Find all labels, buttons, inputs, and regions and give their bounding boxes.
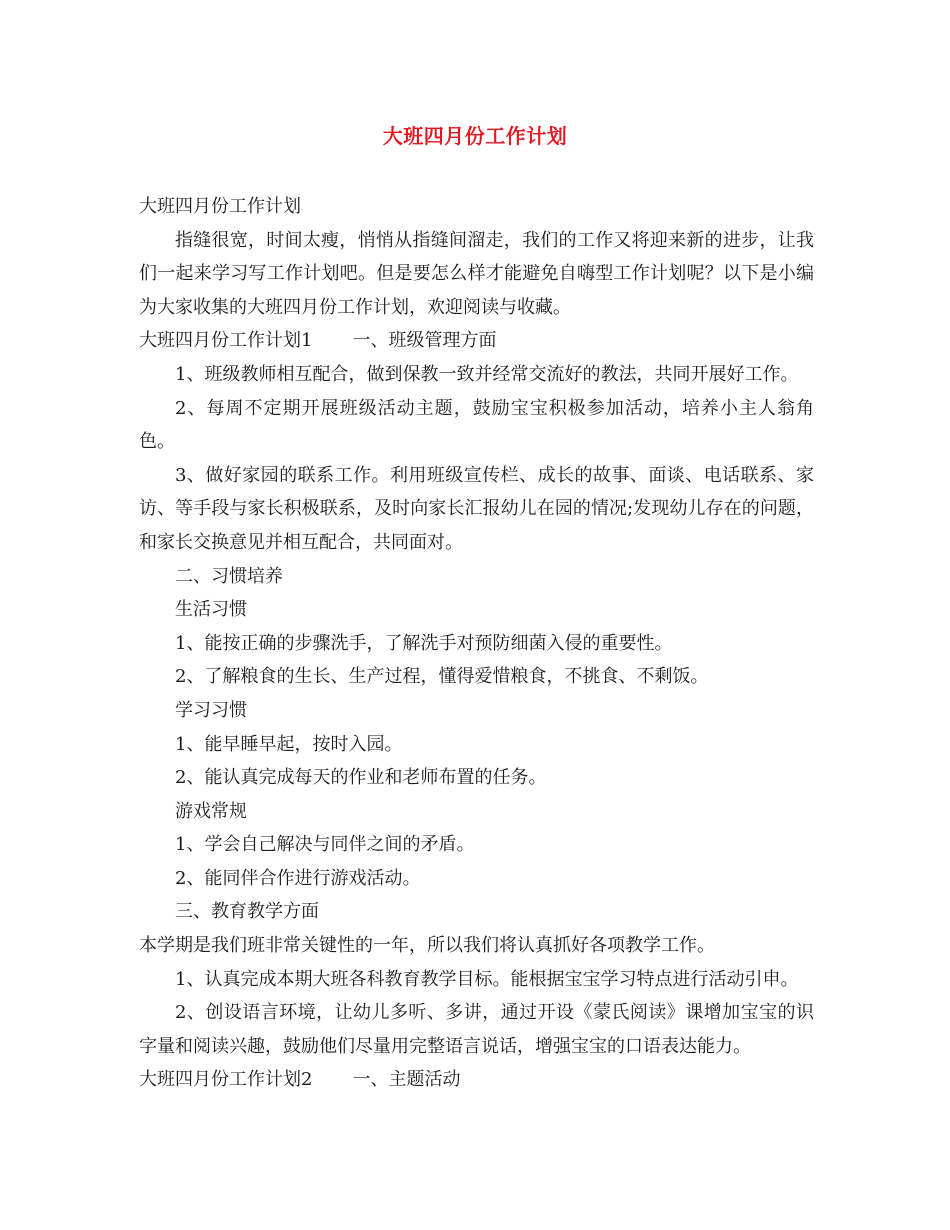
list-item: 2、了解粮食的生长、生产过程，懂得爱惜粮食，不挑食、不剩饭。 <box>175 666 709 688</box>
list-item: 2、能认真完成每天的作业和老师布置的任务。 <box>175 767 547 789</box>
subheading-study-habits: 学习习惯 <box>175 699 247 721</box>
section-heading-teaching: 三、教育教学方面 <box>175 901 319 923</box>
subheading-life-habits: 生活习惯 <box>175 599 247 621</box>
list-item: 1、学会自己解决与同伴之间的矛盾。 <box>175 834 475 856</box>
list-item: 1、班级教师相互配合，做到保教一致并经常交流好的教法，共同开展好工作。 <box>175 363 799 385</box>
document-title: 大班四月份工作计划 <box>382 124 568 148</box>
list-item: 1、能早睡早起，按时入园。 <box>175 733 403 755</box>
plan2-heading <box>139 1063 814 1097</box>
list-item: 3、做好家园的联系工作。利用班级宣传栏、成长的故事、面谈、电话联系、家访、等手段与家长积极联系，及时向家长汇报幼儿在园的情况;发现幼儿存在的问题，和家长交换意见并相互配合，共同面对。 <box>139 464 814 553</box>
list-item: 2、能同伴合作进行游戏活动。 <box>175 867 421 889</box>
section-heading-theme-activities: 一、主题活动 <box>352 1069 461 1091</box>
body-paragraph: 本学期是我们班非常关键性的一年，所以我们将认真抓好各项教学工作。 <box>139 935 715 957</box>
subtitle-paragraph: 大班四月份工作计划 <box>139 196 301 217</box>
intro-paragraph: 指缝很宽，时间太瘦，悄悄从指缝间溜走，我们的工作又将迎来新的进步，让我们一起来学习写工作计划吧。但是要怎么样才能避免自嗨型工作计划呢？以下是小编为大家收集的大班四月份工作计划，欢迎阅读与收藏。 <box>139 229 814 318</box>
plan1-title: 大班四月份工作计划1 <box>139 330 313 352</box>
section-heading-class-management: 一、班级管理方面 <box>352 330 497 352</box>
plan1-heading <box>139 324 814 358</box>
plan2-title: 大班四月份工作计划2 <box>139 1069 313 1091</box>
list-item: 1、能按正确的步骤洗手，了解洗手对预防细菌入侵的重要性。 <box>175 632 673 654</box>
subheading-game-rules: 游戏常规 <box>175 800 247 822</box>
list-item: 2、创设语言环境，让幼儿多听、多讲，通过开设《蒙氏阅读》课增加宝宝的识字量和阅读兴趣，鼓励他们尽量用完整语言说话，增强宝宝的口语表达能力。 <box>139 1002 814 1057</box>
document-body <box>139 190 814 1097</box>
section-heading-habits: 二、习惯培养 <box>175 565 283 587</box>
list-item: 1、认真完成本期大班各科教育教学目标。能根据宝宝学习特点进行活动引申。 <box>175 968 799 990</box>
list-item: 2、每周不定期开展班级活动主题，鼓励宝宝积极参加活动，培养小主人翁角色。 <box>139 397 814 453</box>
